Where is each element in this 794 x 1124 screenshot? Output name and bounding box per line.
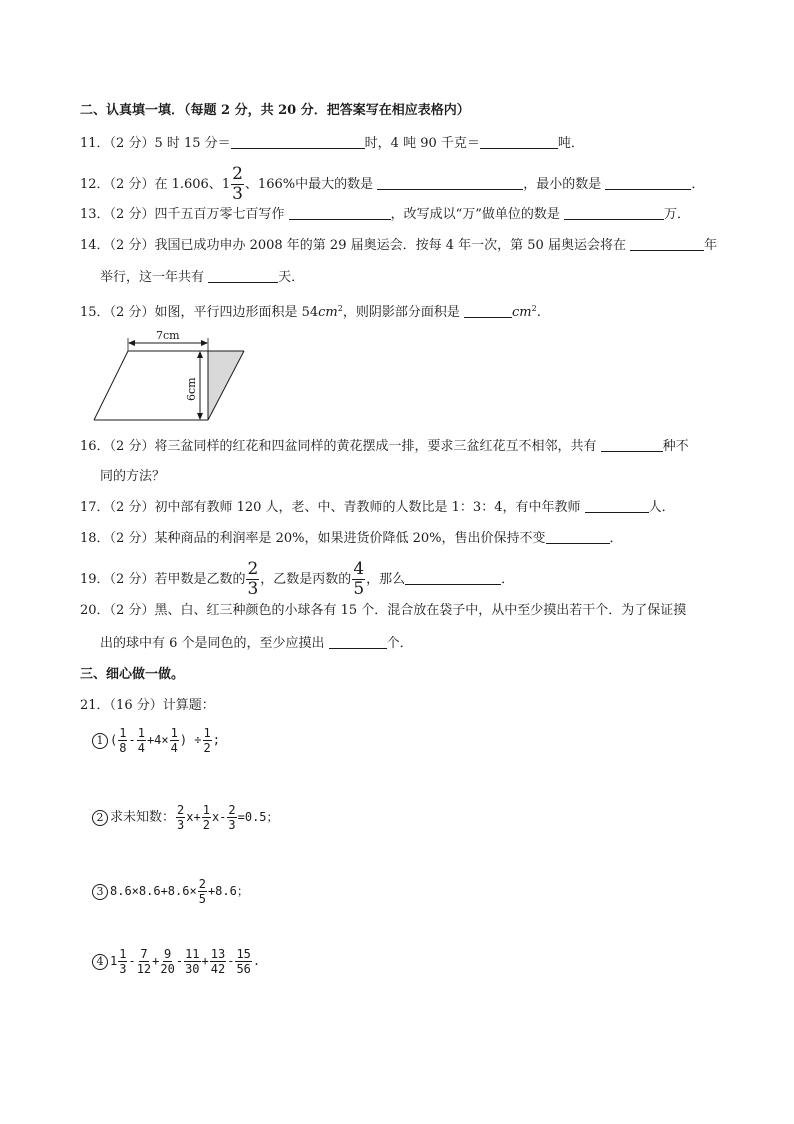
fraction: $\frac{9}{20}$ [160,947,175,976]
fraction: $\frac{1}{2}$ [202,803,210,832]
question-score: （2 分） [109,500,155,515]
operator: + [152,954,160,968]
arrow-head-left [128,340,135,346]
question-number: 18． [80,531,110,546]
punctuation: . [252,954,261,968]
fraction: $\frac{15}{56}$ [236,947,251,976]
operator: - [227,954,235,968]
question-text: 出的球中有 6 个是同色的，至少应摸出 [100,636,329,651]
calc-problem-4 [92,948,260,975]
question-score: （2 分） [109,136,155,151]
question-score: （2 分） [109,207,155,222]
question-number: 15． [80,305,110,320]
question-score: （16 分） [109,698,163,713]
question-15 [80,300,541,322]
question-text: 天． [278,270,305,285]
question-score: （2 分） [109,177,155,192]
unit: cm [318,305,338,320]
answer-blank[interactable] [231,134,365,149]
calc-problem-2 [92,804,279,831]
answer-blank[interactable] [329,634,387,649]
question-text: 举行，这一年共有 [100,270,209,285]
question-16 [80,437,689,456]
question-text: 时，4 吨 90 千克＝ [364,136,480,151]
operator: - [128,954,136,968]
fraction: $\frac{2}{5}$ [198,877,206,906]
question-text: 计算题： [162,698,215,713]
operator: x- [211,810,227,824]
question-score: （2 分） [109,572,155,587]
answer-blank[interactable] [377,175,523,190]
question-20-line-2 [100,634,413,653]
question-19 [80,561,514,598]
question-number: 11． [80,136,110,151]
parallelogram-figure [92,328,252,428]
question-text: 种不 [662,439,689,454]
question-text: 我国已成功申办 2008 年的第 29 届奥运会．按每 4 年一次，第 50 届奥运会将在 [154,238,631,253]
arrow-head-down [197,413,203,420]
answer-blank[interactable] [464,303,512,318]
question-20 [80,602,686,620]
answer-blank[interactable] [480,134,558,149]
parallelogram-diagram [92,328,252,424]
circled-number: 2 [92,810,108,826]
answer-blank[interactable] [405,570,501,585]
answer-blank[interactable] [605,175,691,190]
question-text: 在 1.606、 [154,177,222,192]
question-text: 年 [704,238,718,253]
question-text: 如图，平行四边形面积是 54 [154,305,319,320]
answer-blank[interactable] [546,529,610,544]
fraction: $\frac{1}{2}$ [203,726,211,755]
question-score: （2 分） [109,238,155,253]
question-text: ． [691,177,705,192]
fraction: $\frac{1}{3}$ [119,947,127,976]
expression: +8.6； [207,884,249,898]
question-text: 黑、白、红三种颜色的小球各有 15 个．混合放在袋子中，从中至少摸出若干个．为了保证摸 [154,603,687,618]
question-13 [80,205,690,224]
question-number: 21． [80,698,110,713]
question-text: 同的方法？ [100,469,166,484]
circled-number: 4 [92,954,108,970]
unit-exponent: 2 [531,304,537,313]
mixed-number-whole: 1 [110,954,118,968]
fraction: $\frac{7}{12}$ [136,947,152,976]
question-text: 某种商品的利润率是 20%，如果进货价降低 20%，售出价保持不变 [154,531,546,546]
expression: 8.6×8.6+8.6× [110,884,197,898]
question-text: 将三盆同样的红花和四盆同样的黄花摆成一排，要求三盆红花互不相邻，共有 [154,439,601,454]
question-text: 万． [664,207,691,222]
question-12 [80,166,704,203]
question-number: 14． [80,238,110,253]
circled-number: 3 [92,884,108,900]
question-text: 吨． [557,136,584,151]
calc-problem-3 [92,878,249,905]
height-label: 6cm [185,377,198,401]
question-text: ，改写成以“万”做单位的数是 [390,207,565,222]
unit: cm [511,305,532,320]
operator: +4× [146,733,169,747]
question-text: ，最小的数是 [523,177,606,192]
question-text: ，那么 [366,572,406,587]
answer-blank[interactable] [630,236,704,251]
answer-blank[interactable] [601,437,663,452]
circled-number: 1 [92,733,108,749]
question-text: 个． [386,636,413,651]
question-text: ，乙数是丙数的 [260,572,352,587]
answer-blank[interactable] [564,205,664,220]
problem-label: 求未知数： [110,810,176,825]
calc-problem-1 [92,727,220,754]
answer-blank[interactable] [208,268,278,283]
fraction: $\frac{11}{30}$ [185,947,200,976]
answer-blank[interactable] [585,498,649,513]
unit-exponent: 2 [337,304,343,313]
operator: ) ÷ [179,733,202,747]
fraction: $\frac{2}{3}$ [228,803,236,832]
operator: + [201,954,209,968]
width-label: 7cm [156,329,180,342]
question-score: （2 分） [109,603,155,618]
question-score: （2 分） [109,531,155,546]
equation-end: =0.5； [237,810,279,824]
question-text: ． [501,572,515,587]
fraction: $\frac{13}{42}$ [210,947,226,976]
question-number: 13． [80,207,110,222]
arrow-head-up [197,351,203,358]
question-number: 17． [80,500,110,515]
fraction: $\frac{1}{8}$ [119,726,127,755]
arrow-head-right [201,340,208,346]
punctuation: ; [212,733,221,747]
question-14-line-2 [100,268,304,287]
question-score: （2 分） [109,439,155,454]
question-text: 四千五百万零七百写作 [154,207,289,222]
question-number: 19． [80,572,110,587]
question-16-line-2 [100,468,165,486]
question-11 [80,134,584,153]
question-number: 16． [80,439,110,454]
paren: ( [110,733,118,747]
question-text: 人． [648,500,675,515]
question-14 [80,236,717,255]
fraction: $\frac{2}{3}$ [232,164,243,204]
left-edge [94,351,128,420]
question-text: ，则阴影部分面积是 [342,305,464,320]
question-text: 、166%中最大的数是 [244,177,378,192]
fraction: $\frac{4}{5}$ [353,559,365,599]
fraction: $\frac{1}{4}$ [137,726,145,755]
question-text: 5 时 15 分＝ [154,136,231,151]
question-18 [80,529,623,548]
operator: - [128,733,136,747]
question-number: 20． [80,603,110,618]
mixed-number-whole: 1 [221,177,231,192]
question-number: 12． [80,177,110,192]
section-3-heading: 三、细心做一做。 [80,667,185,682]
question-text: . [536,305,541,320]
section-2-heading: 二、认真填一填．（每题 2 分，共 20 分．把答案写在相应表格内） [80,103,470,118]
fraction: $\frac{2}{3}$ [247,559,259,599]
operator: - [175,954,184,968]
operator: x+ [186,810,201,824]
question-21 [80,697,215,715]
fraction: $\frac{1}{4}$ [170,726,178,755]
answer-blank[interactable] [289,205,391,220]
fraction: $\frac{2}{3}$ [177,803,185,832]
question-text: ． [609,531,623,546]
question-text: 若甲数是乙数的 [154,572,246,587]
question-text: 初中部有教师 120 人，老、中、青教师的人数比是 1：3：4，有中年教师 [154,500,585,515]
question-score: （2 分） [109,305,155,320]
question-17 [80,498,675,517]
